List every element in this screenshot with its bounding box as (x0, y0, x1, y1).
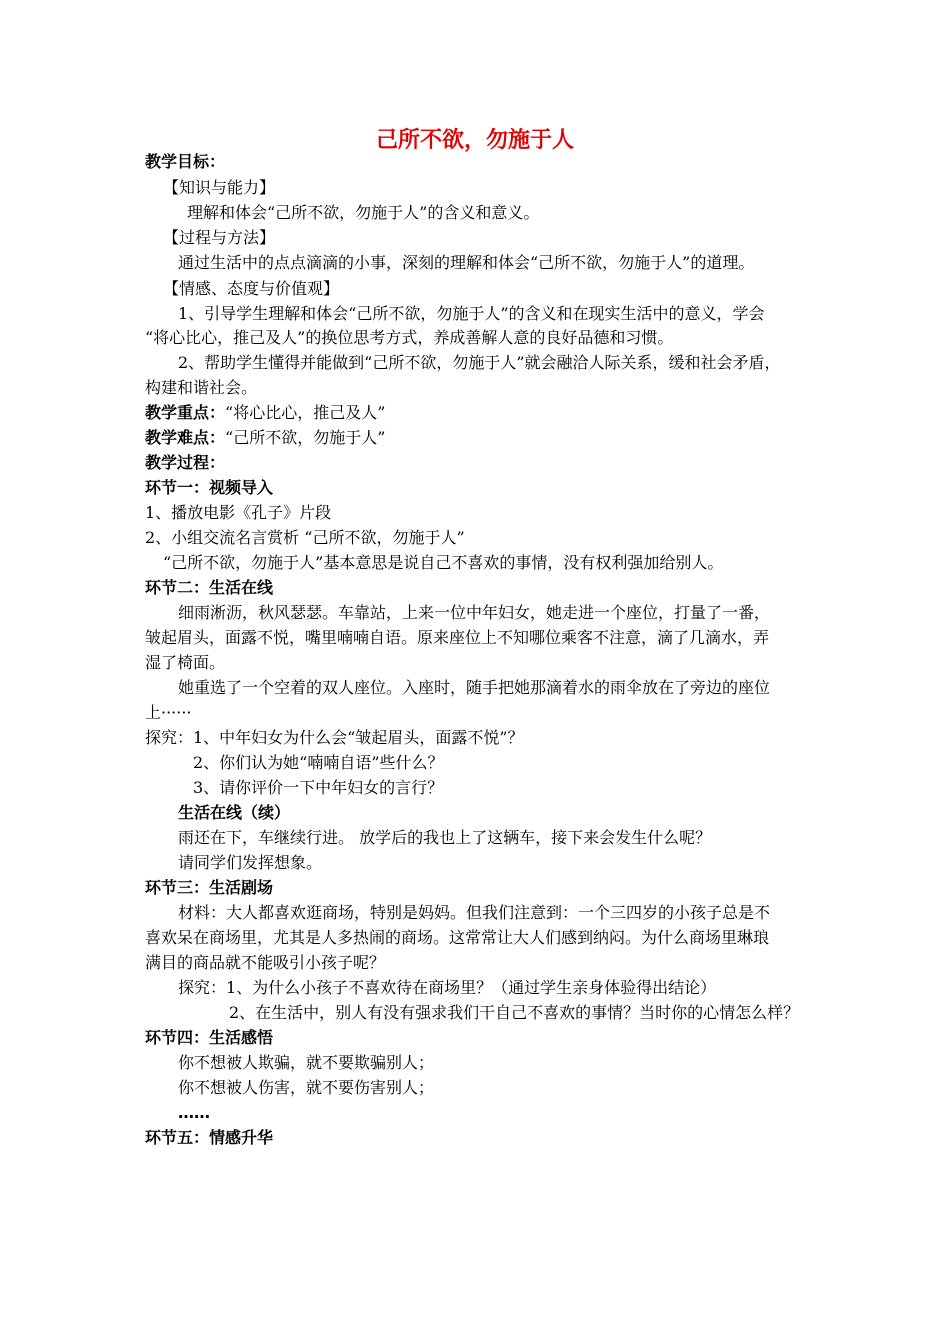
subheading-emotion: 【情感、态度与价值观】 (163, 279, 340, 298)
section-heading-step-4: 环节四：生活感悟 (145, 1028, 274, 1047)
key-point-label: 教学重点： (145, 403, 226, 422)
story-paragraph-2: 她重选了一个空着的双人座位。入座时，随手把她那滴着水的雨伞放在了旁边的座位 (178, 678, 771, 697)
key-point-line (145, 403, 385, 423)
step-1-item-2: 2、小组交流名言赏析 “己所不欲，勿施于人” (145, 528, 465, 547)
paragraph-emotion-2-cont: 构建和谐社会。 (145, 378, 258, 397)
paragraph-emotion-1-cont: “将心比心，推己及人”的换位思考方式，养成善解人意的良好品德和习惯。 (145, 328, 674, 347)
paragraph-process: 通过生活中的点点滴滴的小事，深刻的理解和体会“己所不欲，勿施于人”的道理。 (178, 253, 755, 272)
inquiry-question-1: 探究：1、中年妇女为什么会“皱起眉头，面露不悦”？ (145, 728, 524, 747)
section-heading-step-2: 环节二：生活在线 (145, 578, 274, 597)
section-heading-step-3: 环节三：生活剧场 (145, 878, 274, 897)
story-paragraph-2-line-2: 上······ (145, 703, 192, 722)
step-1-explanation: “己所不欲，勿施于人”基本意思是说自己不喜欢的事情，没有权利强加给别人。 (163, 553, 724, 572)
step-3-inquiry-2: 2、在生活中，别人有没有强求我们干自己不喜欢的事情？当时你的心情怎么样？ (229, 1003, 800, 1022)
reflection-line-2: 你不想被人伤害，就不要伤害别人； (178, 1078, 435, 1097)
story-paragraph-1-line-3: 湿了椅面。 (145, 653, 226, 672)
material-paragraph-line-2: 喜欢呆在商场里，尤其是人多热闹的商场。这常常让大人们感到纳闷。为什么商场里琳琅 (145, 928, 770, 947)
story-paragraph-1-line-2: 皱起眉头，面露不悦，嘴里喃喃自语。原来座位上不知哪位乘客不注意，滴了几滴水，弄 (145, 628, 770, 647)
section-heading-objectives: 教学目标： (145, 152, 226, 171)
subheading-knowledge: 【知识与能力】 (163, 178, 276, 197)
inquiry-question-3: 3、请你评价一下中年妇女的言行？ (193, 778, 444, 797)
story-continued-text: 雨还在下，车继续行进。 放学后的我也上了这辆车，接下来会发生什么呢？ (178, 828, 712, 847)
subheading-story-continued: 生活在线（续） (178, 803, 291, 822)
inquiry-question-2: 2、你们认为她“喃喃自语”些什么？ (193, 753, 444, 772)
section-heading-step-1: 环节一：视频导入 (145, 478, 274, 497)
story-paragraph-1: 细雨淅沥，秋风瑟瑟。车靠站，上来一位中年妇女，她走进一个座位，打量了一番， (178, 603, 771, 622)
section-heading-step-5: 环节五：情感升华 (145, 1128, 274, 1147)
story-continued-prompt: 请同学们发挥想象。 (178, 853, 323, 872)
material-paragraph: 材料：大人都喜欢逛商场，特别是妈妈。但我们注意到：一个三四岁的小孩子总是不 (178, 903, 771, 922)
key-point-text: “将心比心，推己及人” (225, 403, 386, 422)
paragraph-emotion-2: 2、帮助学生懂得并能做到“己所不欲，勿施于人”就会融洽人际关系，缓和社会矛盾， (178, 353, 781, 372)
subheading-process: 【过程与方法】 (163, 228, 276, 247)
document-title: 己所不欲，勿施于人 (375, 128, 574, 153)
reflection-ellipsis: …… (178, 1103, 210, 1122)
step-3-inquiry-1: 探究：1、为什么小孩子不喜欢待在商场里？（通过学生亲身体验得出结论） (178, 978, 717, 997)
paragraph-knowledge: 理解和体会“己所不欲，勿施于人”的含义和意义。 (187, 203, 540, 222)
difficult-point-text: “己所不欲，勿施于人” (225, 428, 386, 447)
paragraph-emotion-1: 1、引导学生理解和体会“己所不欲，勿施于人”的含义和在现实生活中的意义，学会 (178, 304, 765, 323)
material-paragraph-line-3: 满目的商品就不能吸引小孩子呢？ (145, 953, 386, 972)
reflection-line-1: 你不想被人欺骗，就不要欺骗别人； (178, 1053, 435, 1072)
difficult-point-line (145, 428, 385, 448)
section-heading-process: 教学过程： (145, 453, 226, 472)
step-1-item-1: 1、播放电影《孔子》片段 (145, 503, 332, 522)
difficult-point-label: 教学难点： (145, 428, 226, 447)
